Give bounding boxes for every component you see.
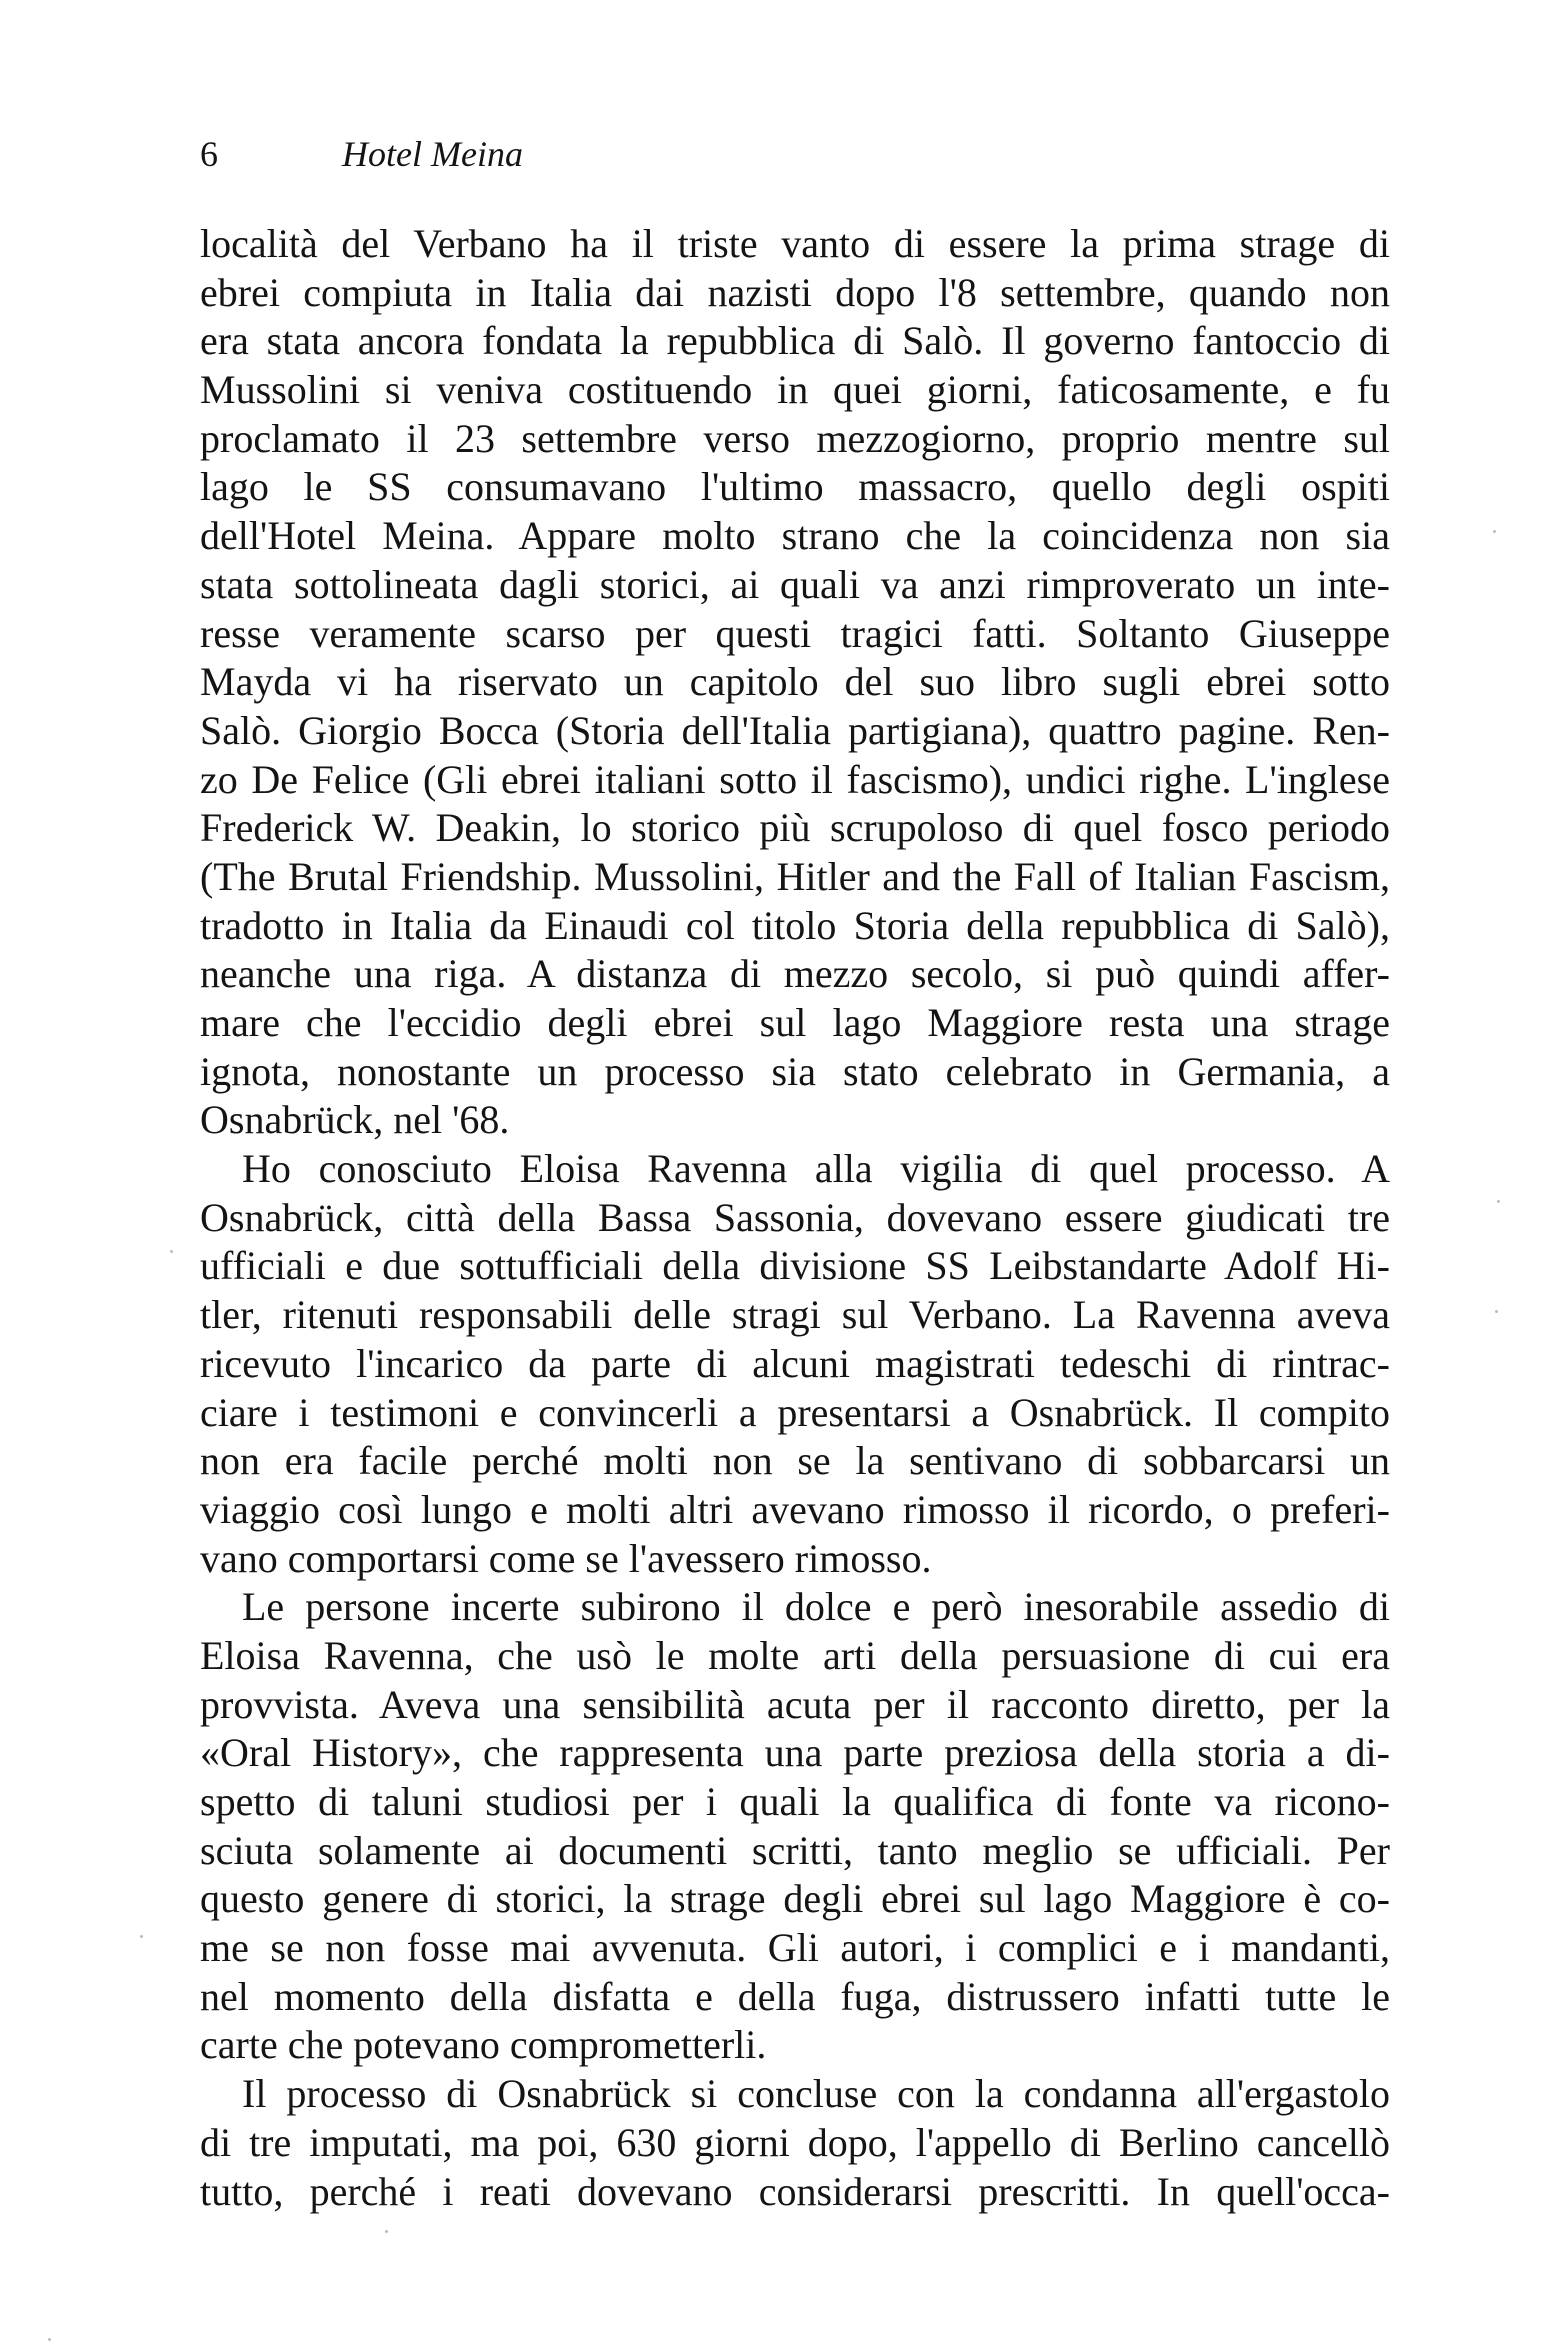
text-line: resse veramente scarso per questi tragici fatti. Soltanto Giuseppe [200,610,1390,656]
text-line: non era facile perché molti non se la sentivano di sobbarcarsi un [200,1438,1390,1484]
text-line: Mayda vi ha riservato un capitolo del suo libro sugli ebrei sotto [200,659,1390,705]
scan-speck [170,1250,173,1253]
scan-speck [48,2338,51,2341]
scan-speck [1497,1200,1500,1203]
text-line: dell'Hotel Meina. Appare molto strano che la coincidenza non sia [200,513,1390,559]
text-line: ebrei compiuta in Italia dai nazisti dopo l'8 settembre, quando non [200,269,1390,315]
text-line: Mussolini si veniva costituendo in quei giorni, faticosamente, e fu [200,367,1390,413]
text-line: tutto, perché i reati dovevano considerarsi prescritti. In quell'occa- [200,2168,1390,2214]
text-line: ricevuto l'incarico da parte di alcuni magistrati tedeschi di rintrac- [200,1340,1390,1386]
text-line: proclamato il 23 settembre verso mezzogiorno, proprio mentre sul [200,415,1390,461]
text-line: carte che potevano comprometterli. [200,2022,767,2068]
text-line: me se non fosse mai avvenuta. Gli autori, i complici e i mandanti, [200,1925,1390,1971]
text-line: Il processo di Osnabrück si concluse con la condanna all'ergastolo [242,2071,1390,2117]
text-line: vano comportarsi come se l'avessero rimosso. [200,1535,932,1581]
body-text [200,220,1390,2216]
book-title: Hotel Meina [342,134,523,174]
text-line: «Oral History», che rappresenta una parte preziosa della storia a di- [200,1730,1390,1776]
text-line: Frederick W. Deakin, lo storico più scrupoloso di quel fosco periodo [200,805,1390,851]
scan-speck [140,1935,143,1938]
text-line: nel momento della disfatta e della fuga, distrussero infatti tutte le [200,1973,1390,2019]
text-line: lago le SS consumavano l'ultimo massacro, quello degli ospiti [200,464,1390,510]
text-line: Osnabrück, nel '68. [200,1097,510,1143]
scan-speck [385,2230,388,2233]
text-line: ufficiali e due sottufficiali della divisione SS Leibstandarte Adolf Hi- [200,1243,1390,1289]
text-line: stata sottolineata dagli storici, ai quali va anzi rimproverato un inte- [200,561,1390,607]
running-head [200,132,523,176]
scan-speck [1493,530,1496,533]
text-line: sciuta solamente ai documenti scritti, tanto meglio se ufficiali. Per [200,1827,1390,1873]
text-line: ignota, nonostante un processo sia stato celebrato in Germania, a [200,1048,1390,1094]
scan-speck [1495,1310,1498,1313]
text-line: tradotto in Italia da Einaudi col titolo Storia della repubblica di Salò), [200,902,1390,948]
text-line: neanche una riga. A distanza di mezzo secolo, si può quindi affer- [200,951,1390,997]
text-line: tler, ritenuti responsabili delle stragi sul Verbano. La Ravenna aveva [200,1292,1390,1338]
text-line: viaggio così lungo e molti altri avevano rimosso il ricordo, o preferi- [200,1486,1390,1532]
text-line: ciare i testimoni e convincerli a presentarsi a Osnabrück. Il compito [200,1389,1390,1435]
text-line: Osnabrück, città della Bassa Sassonia, dovevano essere giudicati tre [200,1194,1390,1240]
page-number: 6 [200,134,218,174]
text-line: di tre imputati, ma poi, 630 giorni dopo, l'appello di Berlino cancellò [200,2119,1390,2165]
text-line: Le persone incerte subirono il dolce e però inesorabile assedio di [242,1584,1390,1630]
text-line: (The Brutal Friendship. Mussolini, Hitler and the Fall of Italian Fascism, [200,853,1390,899]
text-line: Ho conosciuto Eloisa Ravenna alla vigilia di quel processo. A [242,1146,1390,1192]
text-line: località del Verbano ha il triste vanto di essere la prima strage di [200,221,1390,266]
text-line: Eloisa Ravenna, che usò le molte arti della persuasione di cui era [200,1632,1390,1678]
text-line: mare che l'eccidio degli ebrei sul lago Maggiore resta una strage [200,1000,1390,1045]
text-line: Salò. Giorgio Bocca (Storia dell'Italia partigiana), quattro pagine. Ren- [200,707,1390,753]
text-line: provvista. Aveva una sensibilità acuta per il racconto diretto, per la [200,1681,1390,1727]
text-line: era stata ancora fondata la repubblica di Salò. Il governo fantoccio di [200,318,1390,364]
text-line: spetto di taluni studiosi per i quali la qualifica di fonte va ricono- [200,1779,1390,1824]
text-line: zo De Felice (Gli ebrei italiani sotto il fascismo), undici righe. L'inglese [200,756,1390,802]
text-line: questo genere di storici, la strage degli ebrei sul lago Maggiore è co- [200,1876,1390,1922]
